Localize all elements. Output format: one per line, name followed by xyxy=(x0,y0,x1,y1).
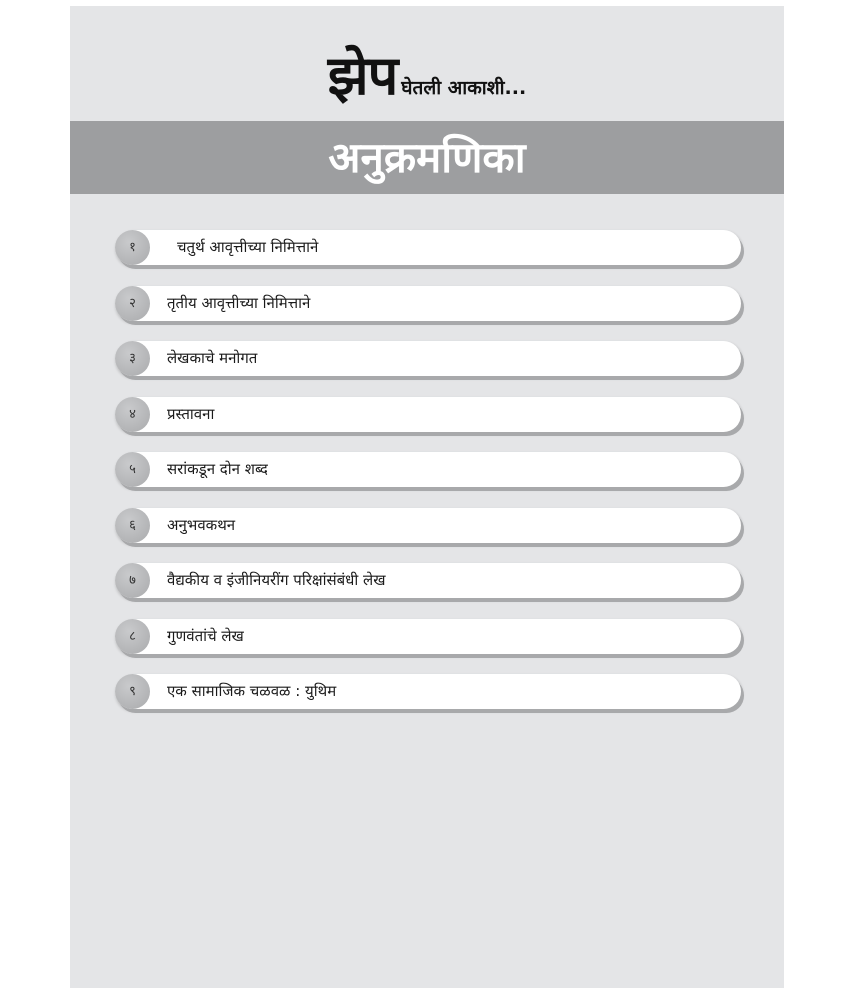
toc-item-label: प्रस्तावना xyxy=(167,404,215,423)
toc-item xyxy=(115,674,741,709)
toc-item-label: वैद्यकीय व इंजीनियरींग परिक्षांसंबंधी लेख xyxy=(167,571,386,589)
toc-item-label: गुणवंतांचे लेख xyxy=(167,626,244,645)
toc-item-label: अनुभवकथन xyxy=(167,515,236,534)
toc-item-label: लेखकाचे मनोगत xyxy=(167,349,258,367)
toc-item-number: ६ xyxy=(115,508,150,543)
toc-item-number: ५ xyxy=(115,452,150,487)
toc-item-number: २ xyxy=(115,286,150,321)
toc-item-label: चतुर्थ आवृत्तीच्या निमित्ताने xyxy=(177,238,319,256)
toc-item-number: ४ xyxy=(115,397,150,432)
toc-item xyxy=(115,341,741,376)
toc-item xyxy=(115,286,741,321)
book-title xyxy=(70,36,784,106)
toc-item-label: सरांकडून दोन शब्द xyxy=(167,460,268,478)
toc-item-number: ३ xyxy=(115,341,150,376)
heading-banner xyxy=(70,121,784,194)
toc-item xyxy=(115,452,741,487)
toc-item-number: ९ xyxy=(115,674,150,709)
toc-item-number: ७ xyxy=(115,563,150,598)
toc-item xyxy=(115,508,741,543)
book-title-sub: घेतली आकाशी... xyxy=(401,77,527,99)
toc-item-number: १ xyxy=(115,230,150,265)
toc-page xyxy=(70,6,784,988)
toc-item xyxy=(115,397,741,432)
toc-item xyxy=(115,619,741,654)
toc-item xyxy=(115,230,741,265)
book-title-main: झेप xyxy=(327,44,398,107)
toc-item-label: एक सामाजिक चळवळ : युथिम xyxy=(167,682,337,700)
page-heading: अनुक्रमणिका xyxy=(328,133,526,182)
toc-item-label: तृतीय आवृत्तीच्या निमित्ताने xyxy=(167,293,311,312)
toc-item xyxy=(115,563,741,598)
toc-item-number: ८ xyxy=(115,619,150,654)
